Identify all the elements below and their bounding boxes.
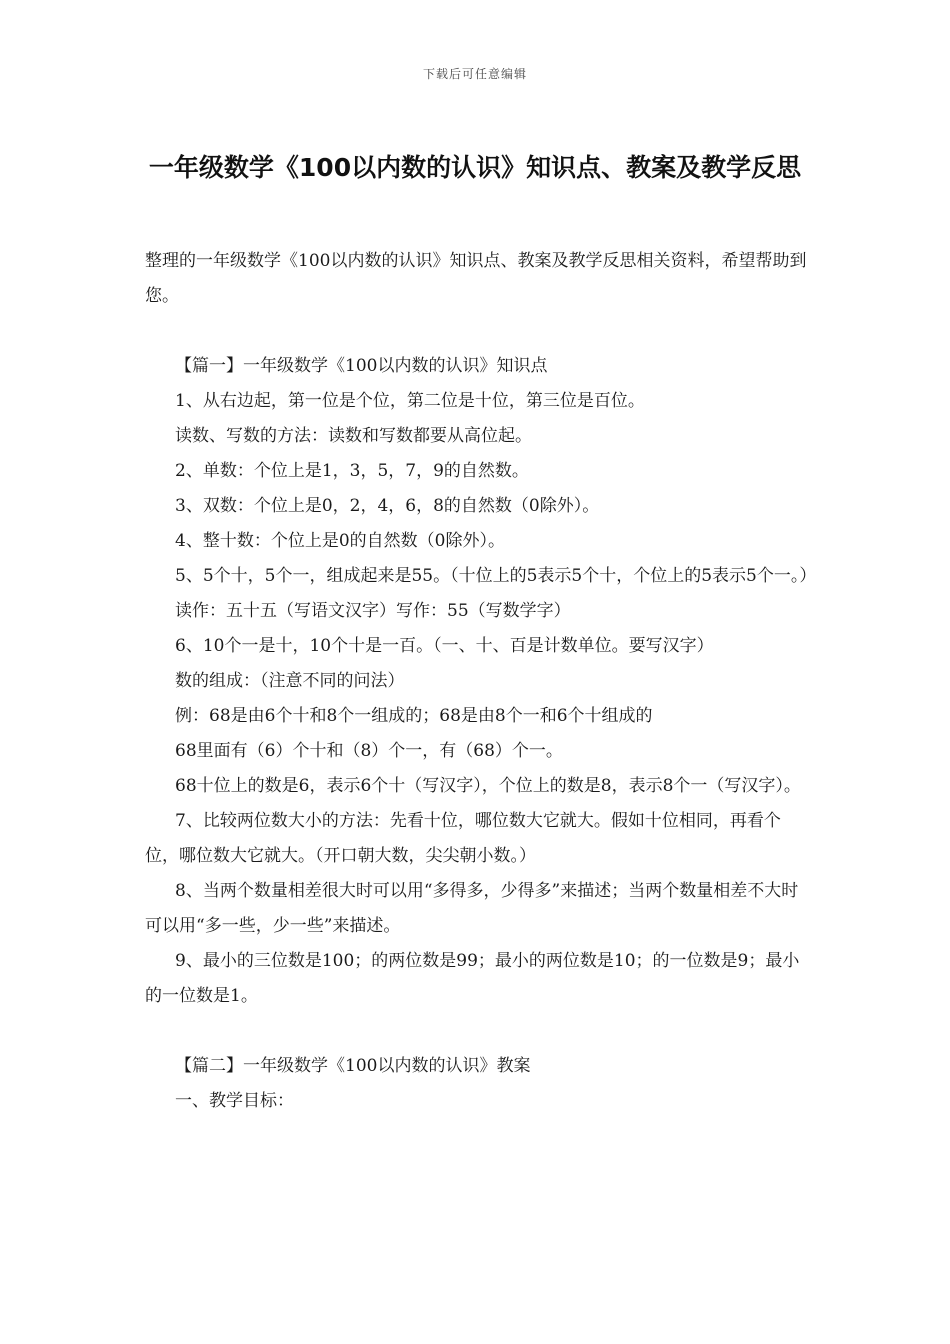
list-item: 9、最小的三位数是100；的两位数是99；最小的两位数是10；的一位数是9；最小的一位数是1。 [145, 951, 800, 1006]
document-title: 一年级数学《100以内数的认识》知识点、教案及教学反思 [148, 153, 802, 182]
intro-paragraph: 整理的一年级数学《100以内数的认识》知识点、教案及教学反思相关资料，希望帮助到您。 [145, 251, 807, 306]
list-item: 1、从右边起，第一位是个位，第二位是十位，第三位是百位。 [175, 391, 645, 411]
list-item: 7、比较两位数大小的方法：先看十位，哪位数大它就大。假如十位相同，再看个位，哪位数大它就大。（开口朝大数，尖尖朝小数。） [145, 811, 781, 866]
section-heading: 【篇二】一年级数学《100以内数的认识》教案 [175, 1056, 531, 1076]
list-item: 读数、写数的方法：读数和写数都要从高位起。 [175, 426, 532, 446]
list-item: 例：68是由6个十和8个一组成的；68是由8个一和6个十组成的 [175, 706, 653, 726]
document-body [145, 244, 817, 1119]
section-heading: 【篇一】一年级数学《100以内数的认识》知识点 [175, 356, 548, 376]
list-item: 68里面有（6）个十和（8）个一，有（68）个一。 [175, 741, 563, 761]
list-item: 4、整十数：个位上是0的自然数（0除外）。 [175, 531, 505, 551]
list-item: 2、单数：个位上是1，3，5，7，9的自然数。 [175, 461, 529, 481]
list-item: 6、10个一是十，10个十是一百。（一、十、百是计数单位。要写汉字） [175, 636, 714, 656]
list-item: 3、双数：个位上是0，2，4，6，8的自然数（0除外）。 [175, 496, 600, 516]
list-item: 5、5个十，5个一，组成起来是55。（十位上的5表示5个十，个位上的5表示5个一。） [175, 566, 817, 586]
list-item: 读作：五十五（写语文汉字）写作：55（写数学字） [175, 601, 571, 621]
page-header-note: 下载后可任意编辑 [422, 67, 527, 81]
list-item: 一、教学目标： [175, 1091, 294, 1111]
spacer [145, 314, 810, 349]
list-item: 数的组成：（注意不同的问法） [175, 671, 405, 691]
list-item: 68十位上的数是6，表示6个十（写汉字），个位上的数是8，表示8个一（写汉字）。 [175, 776, 801, 796]
list-item: 8、当两个数量相差很大时可以用“多得多，少得多”来描述；当两个数量相差不大时可以用“多一些，少一些”来描述。 [145, 881, 799, 936]
spacer [145, 1014, 810, 1049]
